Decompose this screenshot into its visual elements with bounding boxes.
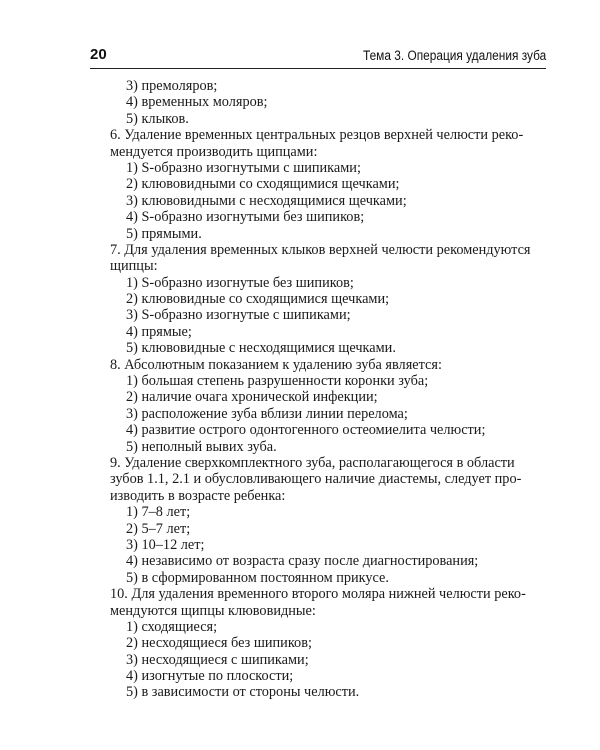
question-list bbox=[110, 78, 550, 701]
answer-option: 3) несходящиеся с шипиками; bbox=[126, 651, 309, 668]
answer-option: 3) клювовидными с несходящимися щечками; bbox=[126, 192, 407, 209]
question-text-continued: изводить в возрасте ребенка: bbox=[110, 487, 286, 504]
answer-option: 2) клювовидными со сходящимися щечками; bbox=[126, 176, 400, 193]
answer-option: 1) S-образно изогнутыми с шипиками; bbox=[126, 159, 361, 176]
question-text-continued: мендуется производить щипцами: bbox=[110, 143, 318, 160]
answer-option: 5) неполный вывих зуба. bbox=[126, 438, 277, 455]
question-text: 6. Удаление временных центральных резцов верхней челюсти реко- bbox=[110, 127, 524, 144]
answer-option: 2) клювовидные со сходящимися щечками; bbox=[126, 291, 390, 308]
question-text: 7. Для удаления временных клыков верхней челюсти рекомендуются bbox=[110, 241, 531, 258]
answer-option: 5) в зависимости от стороны челюсти. bbox=[126, 684, 360, 701]
answer-option: 3) премоляров; bbox=[126, 78, 218, 94]
answer-option: 3) расположение зуба вблизи линии перелома; bbox=[126, 405, 408, 422]
answer-option: 1) S-образно изогнутые без шипиков; bbox=[126, 274, 354, 291]
answer-option: 5) клыков. bbox=[126, 110, 189, 127]
question-text-continued: мендуются щипцы клювовидные: bbox=[110, 602, 316, 619]
answer-option: 4) S-образно изогнутыми без шипиков; bbox=[126, 209, 365, 226]
answer-option: 4) независимо от возраста сразу после диагностирования; bbox=[126, 553, 479, 570]
answer-option: 2) 5–7 лет; bbox=[126, 520, 191, 537]
answer-option: 5) клювовидные с несходящимися щечками. bbox=[126, 340, 396, 357]
page-number: 20 bbox=[90, 46, 107, 63]
answer-option: 4) развитие острого одонтогенного остеомиелита челюсти; bbox=[126, 422, 486, 439]
question-text-continued: щипцы: bbox=[110, 258, 158, 275]
answer-option: 3) 10–12 лет; bbox=[126, 536, 205, 553]
question-text: 9. Удаление сверхкомплектного зуба, располагающегося в области bbox=[110, 454, 515, 471]
answer-option: 2) наличие очага хронической инфекции; bbox=[126, 389, 378, 406]
question-text-continued: зубов 1.1, 2.1 и обусловливающего наличие диастемы, следует про- bbox=[110, 471, 522, 488]
running-header bbox=[90, 46, 546, 69]
answer-option: 3) S-образно изогнутые с шипиками; bbox=[126, 307, 351, 324]
running-title: Тема 3. Операция удаления зуба bbox=[362, 48, 546, 63]
answer-option: 4) изогнутые по плоскости; bbox=[126, 668, 294, 685]
answer-option: 1) сходящиеся; bbox=[126, 618, 218, 635]
answer-option: 4) прямые; bbox=[126, 323, 192, 340]
answer-option: 1) 7–8 лет; bbox=[126, 504, 191, 521]
answer-option: 1) большая степень разрушенности коронки зуба; bbox=[126, 373, 429, 390]
question-text: 8. Абсолютным показанием к удалению зуба является: bbox=[110, 356, 442, 373]
answer-option: 4) временных моляров; bbox=[126, 94, 268, 111]
answer-option: 5) прямыми. bbox=[126, 225, 202, 242]
answer-option: 2) несходящиеся без шипиков; bbox=[126, 635, 312, 652]
answer-option: 5) в сформированном постоянном прикусе. bbox=[126, 569, 389, 586]
question-text: 10. Для удаления временного второго моляра нижней челюсти реко- bbox=[110, 586, 526, 603]
